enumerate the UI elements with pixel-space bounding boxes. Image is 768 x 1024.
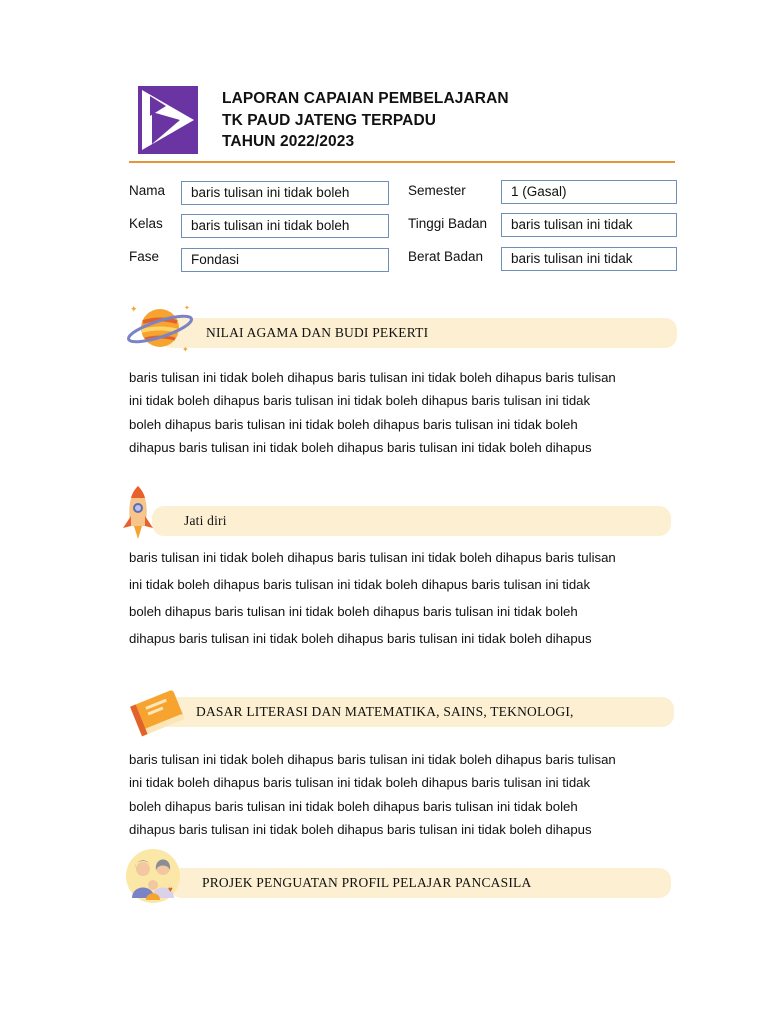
school-logo (138, 86, 198, 154)
tinggi-badan-field[interactable]: baris tulisan ini tidak (501, 213, 677, 237)
svg-text:✦: ✦ (184, 305, 190, 312)
semester-label: Semester (408, 183, 466, 198)
body-line: dihapus baris tulisan ini tidak boleh dihapus baris tulisan ini tidak boleh dihapus (129, 631, 592, 646)
kelas-field[interactable]: baris tulisan ini tidak boleh (181, 214, 389, 238)
body-line: boleh dihapus baris tulisan ini tidak boleh dihapus baris tulisan ini tidak boleh (129, 416, 578, 432)
body-line: dihapus baris tulisan ini tidak boleh dihapus baris tulisan ini tidak boleh dihapus (129, 439, 592, 455)
rocket-icon (120, 484, 156, 542)
section-title-projek: PROJEK PENGUATAN PROFIL PELAJAR PANCASILA (202, 875, 532, 890)
report-title (222, 88, 509, 153)
svg-text:✦: ✦ (182, 345, 189, 354)
title-line-2: TK PAUD JATENG TERPADU (222, 111, 437, 129)
berat-badan-field[interactable]: baris tulisan ini tidak (501, 247, 677, 271)
svg-text:✦: ✦ (130, 304, 138, 314)
section-title-literasi: DASAR LITERASI DAN MATEMATIKA, SAINS, TEKNOLOGI, (196, 704, 574, 719)
kelas-label: Kelas (129, 216, 163, 231)
nama-label: Nama (129, 183, 166, 198)
berat-badan-label: Berat Badan (408, 249, 484, 264)
svg-text:♥: ♥ (168, 885, 173, 894)
nama-field[interactable]: baris tulisan ini tidak boleh (181, 181, 389, 205)
section-title-nilai-agama: NILAI AGAMA DAN BUDI PEKERTI (206, 325, 429, 340)
body-line: baris tulisan ini tidak boleh dihapus baris tulisan ini tidak boleh dihapus baris tulisan (129, 550, 616, 565)
section-body-nilai-agama (129, 366, 675, 459)
book-icon (126, 685, 188, 739)
section-header-jati-diri (152, 506, 671, 536)
body-line: dihapus baris tulisan ini tidak boleh dihapus baris tulisan ini tidak boleh dihapus (129, 821, 592, 837)
tinggi-badan-label: Tinggi Badan (408, 216, 488, 231)
body-line: boleh dihapus baris tulisan ini tidak boleh dihapus baris tulisan ini tidak boleh (129, 604, 578, 619)
section-body-literasi (129, 748, 675, 841)
fase-label: Fase (129, 249, 160, 264)
title-line-3: TAHUN 2022/2023 (222, 133, 355, 150)
body-line: ini tidak boleh dihapus baris tulisan ini tidak boleh dihapus baris tulisan ini tidak (129, 393, 591, 409)
section-title-jati-diri: Jati diri (184, 513, 227, 528)
fase-field[interactable]: Fondasi (181, 248, 389, 272)
title-line-1: LAPORAN CAPAIAN PEMBELAJARAN (222, 90, 509, 107)
body-line: ini tidak boleh dihapus baris tulisan ini tidak boleh dihapus baris tulisan ini tidak (129, 577, 591, 592)
header-divider (129, 161, 675, 163)
body-line: baris tulisan ini tidak boleh dihapus baris tulisan ini tidak boleh dihapus baris tulisan (129, 752, 616, 767)
semester-field[interactable]: 1 (Gasal) (501, 180, 677, 204)
body-line: ini tidak boleh dihapus baris tulisan ini tidak boleh dihapus baris tulisan ini tidak (129, 775, 591, 791)
body-line: boleh dihapus baris tulisan ini tidak boleh dihapus baris tulisan ini tidak boleh (129, 798, 578, 814)
family-icon (124, 848, 182, 904)
body-line: baris tulisan ini tidak boleh dihapus baris tulisan ini tidak boleh dihapus baris tulisan (129, 370, 616, 385)
planet-icon (126, 300, 196, 356)
section-body-jati-diri (129, 544, 675, 652)
